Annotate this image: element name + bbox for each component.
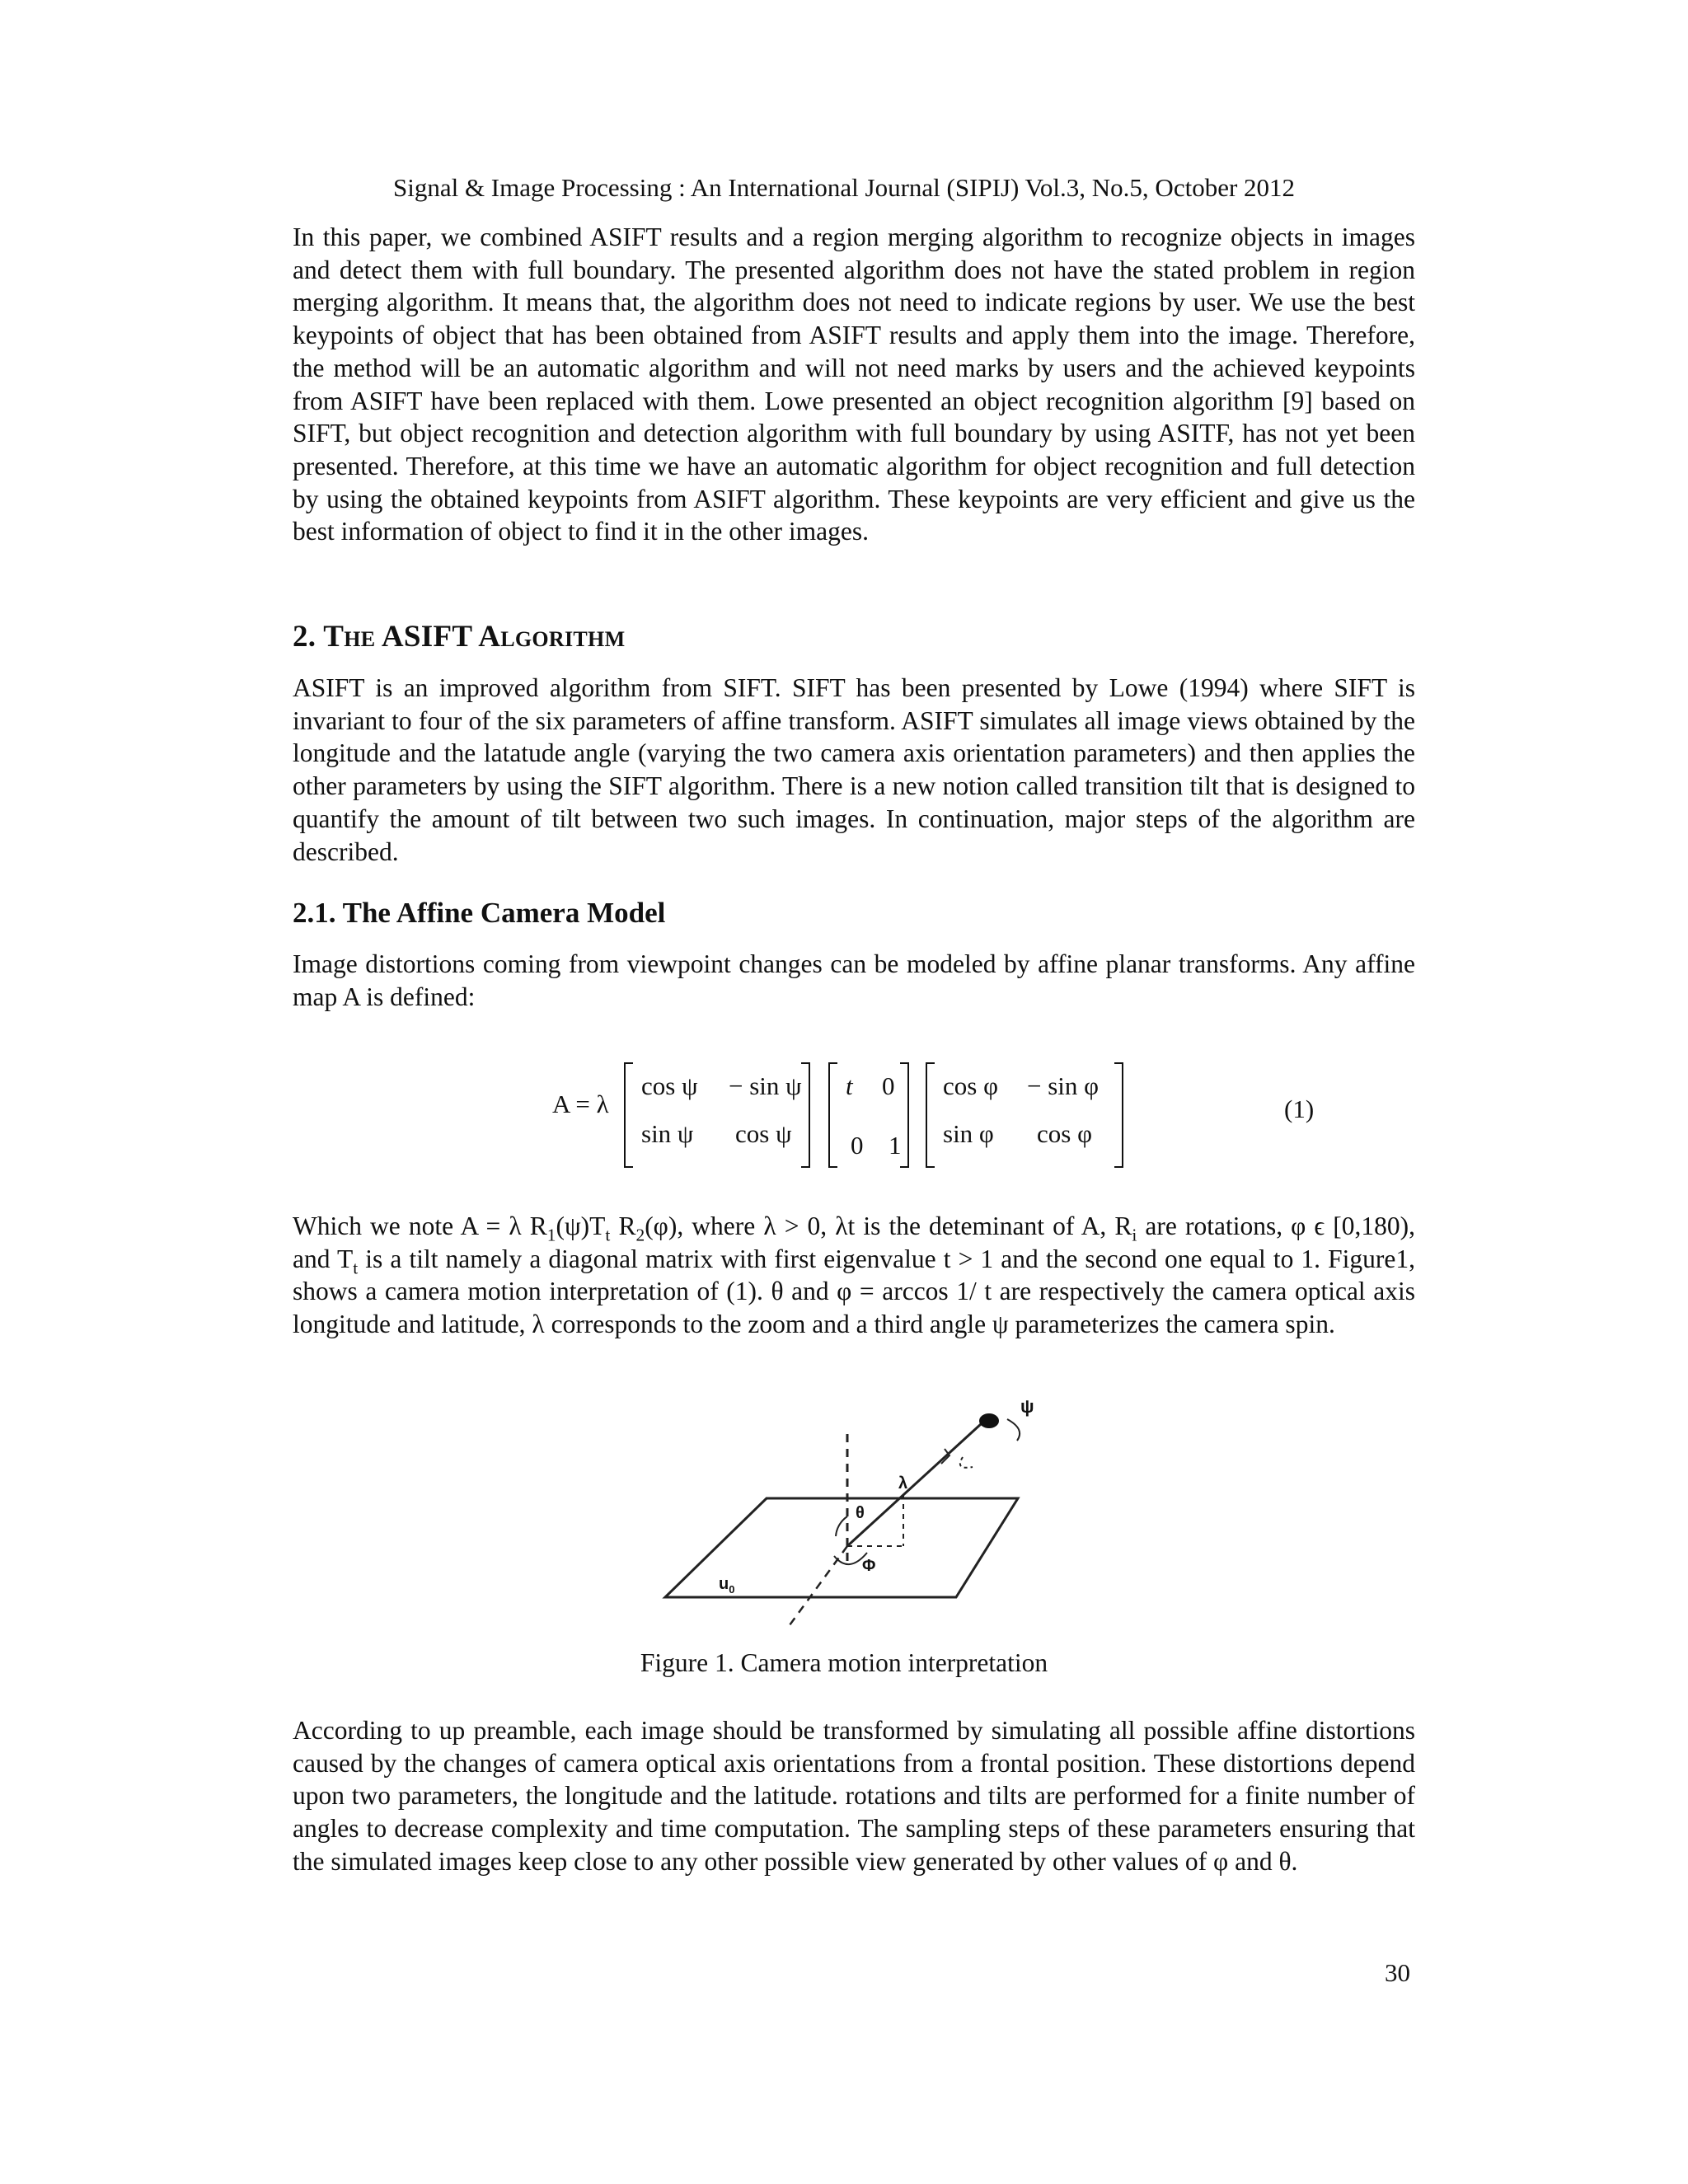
equation-number: (1) <box>1284 1094 1315 1123</box>
psi-arc <box>1007 1419 1020 1441</box>
m2-cell-22: 1 <box>889 1131 902 1160</box>
label-lambda: λ <box>898 1474 908 1493</box>
label-psi: ψ <box>1020 1396 1034 1417</box>
m1-cell-21: sin ψ <box>641 1119 694 1148</box>
section-2-paragraph: ASIFT is an improved algorithm from SIFT. SIFT has been presented by Lowe (1994) where SIFT is invariant to four of the six parameters of affine transform. ASIFT simulates all image views obtained by the longitude and the latatude angle (varying the two camera axis orientation parameters) and then applies the other parameters by using the SIFT algorithm. There is a new notion called transition tilt that is designed to quantify the amount of tilt between two such images. In continuation, major steps of the algorithm are described. <box>293 673 1415 866</box>
running-head: Signal & Image Processing : An International Journal (SIPIJ) Vol.3, No.5, October 2012 <box>392 173 1296 202</box>
intro-paragraph: In this paper, we combined ASIFT results and a region merging algorithm to recognize objects in images and detect them with full boundary. The presented algorithm does not have the stated problem in region merging algorithm. It means that, the algorithm does not need to indicate regions by user. We use the best keypoints of object that has been obtained from ASIFT results and apply them into the image. Therefore, the method will be an automatic algorithm and will not need marks by users and the achieved keypoints from ASIFT have been replaced with them. Lowe presented an object recognition algorithm [9] based on SIFT, but object recognition and detection algorithm with full boundary by using ASITF, has not yet been presented. Therefore, at this time we have an automatic algorithm for object recognition and full detection by using the obtained keypoints from ASIFT algorithm. These keypoints are very efficient and give us the best information of object to find it in the other images. <box>293 223 1415 546</box>
label-phi: Φ <box>862 1557 876 1575</box>
m1-cell-11: cos ψ <box>641 1071 698 1100</box>
optical-axis <box>847 1424 981 1546</box>
m1-cell-12: − sin ψ <box>729 1071 802 1100</box>
m3-cell-21: sin φ <box>943 1119 994 1148</box>
projection-line <box>787 1546 847 1629</box>
section-2-1-heading: 2.1. The Affine Camera Model <box>293 897 666 929</box>
m3-cell-11: cos φ <box>943 1071 998 1100</box>
equation-1 <box>552 1063 1376 1179</box>
equation-lhs: A = λ <box>552 1090 609 1118</box>
m2-cell-12: 0 <box>882 1071 895 1100</box>
figure-1-caption: Figure 1. Camera motion interpretation <box>640 1648 1048 1677</box>
section-2-1-paragraph: Image distortions coming from viewpoint changes can be modeled by affine planar transforms. Any affine map A is defined: <box>293 949 1415 1011</box>
m1-cell-22: cos ψ <box>735 1119 792 1148</box>
camera-icon <box>979 1413 999 1428</box>
m2-cell-21: 0 <box>851 1131 864 1160</box>
equation-explanation-paragraph: Which we note A = λ $R_1(\psi)T_t$ $R_2(\varphi)$, where λ > 0, λt is the deteminant of A, $R_i$ are rotations, φ ϵ [0,180), and $T_t$ is a tilt namely a diagonal matrix with first eigenvalue t > 1 and the second one equal to 1. Figure1, shows a camera motion interpretation of (1). θ and φ = arccos 1/ t are respectively the camera optical axis longitude and latitude, λ corresponds to the zoom and a third angle ψ parameterizes the camera spin. <box>293 1212 1416 1339</box>
section-2-heading: 2. The ASIFT Algorithm <box>293 620 626 654</box>
closing-paragraph: According to up preamble, each image should be transformed by simulating all possible affine distortions caused by the changes of camera optical axis orientations from a frontal position. These distortions depend upon two parameters, the longitude and the latitude. rotations and tilts are performed for a finite number of angles to decrease complexity and time computation. The sampling steps of these parameters ensuring that the simulated images keep close to any other possible view generated by other values of φ and θ. <box>293 1716 1415 1876</box>
page-number: 30 <box>1385 1958 1410 1987</box>
m2-cell-11: t <box>846 1071 853 1100</box>
label-theta: θ <box>856 1504 865 1522</box>
spin-arc <box>960 1457 973 1468</box>
theta-arc <box>836 1516 847 1536</box>
label-u0: $u_0$ <box>719 1575 735 1596</box>
m3-cell-12: − sin φ <box>1027 1071 1100 1100</box>
figure-1-camera-motion <box>651 1391 1080 1638</box>
m3-cell-22: cos φ <box>1037 1119 1092 1148</box>
